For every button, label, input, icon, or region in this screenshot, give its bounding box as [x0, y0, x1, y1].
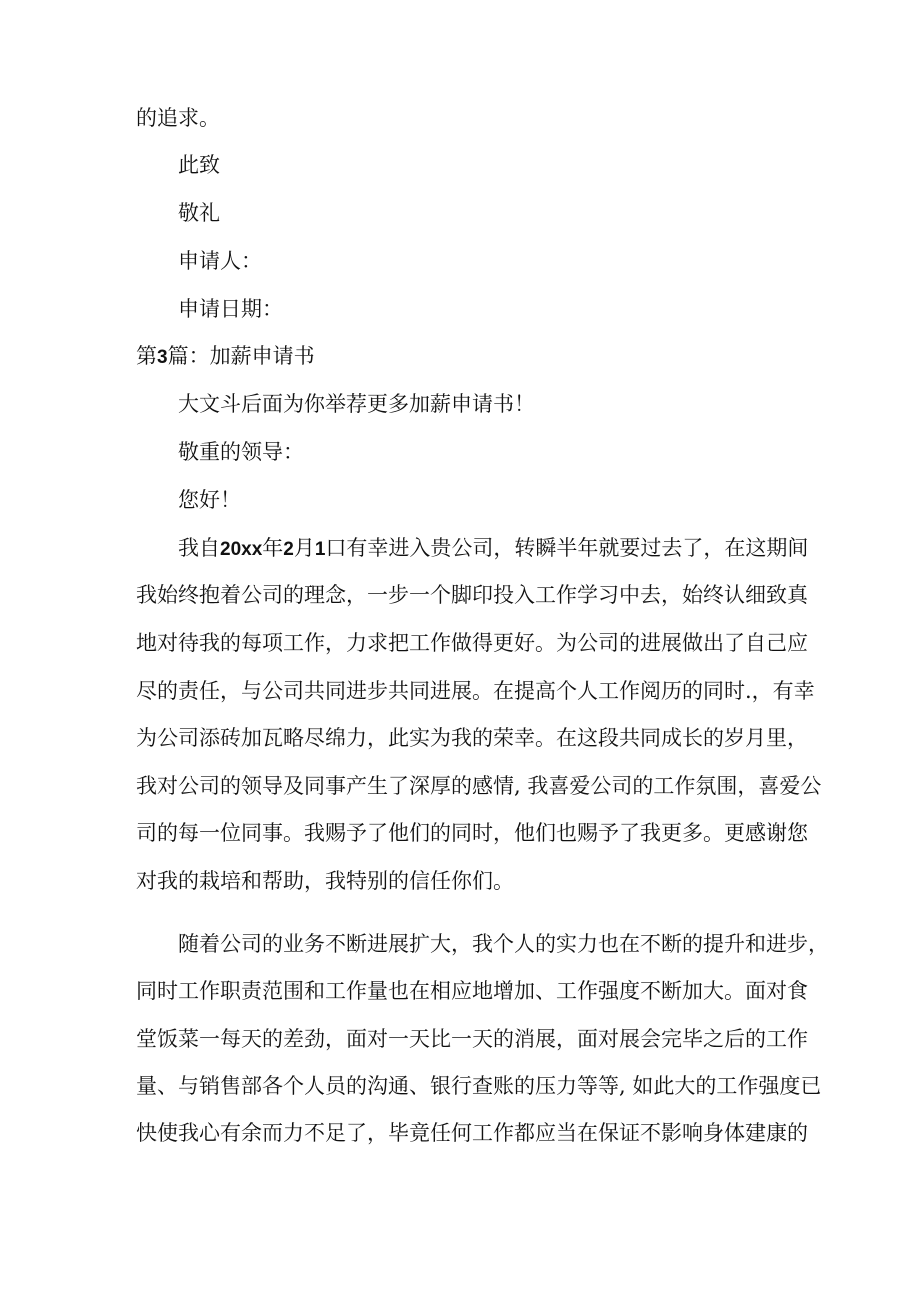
paragraph-2-line: 随着公司的业务不断进展扩大，我个人的实力也在不断的提升和进步， — [178, 932, 829, 956]
greeting: 您好！ — [178, 488, 241, 512]
paragraph-2-line: 快使我心有余而力不足了，毕竟任何工作都应当在保证不影响身体建康的 — [136, 1121, 808, 1145]
paragraph-1-line: 为公司添砖加瓦略尽绵力，此实为我的荣幸。在这段共同成长的岁月里， — [136, 726, 808, 750]
section-title: 篇：加薪申请书 — [167, 344, 315, 368]
intro-line: 大文斗后面为你举荐更多加薪申请书！ — [178, 392, 535, 416]
paragraph-1-line: 司的每一位同事。我赐予了他们的同时，他们也赐予了我更多。更感谢您 — [136, 821, 808, 845]
paragraph-1-line-1 — [178, 533, 808, 565]
continuation-line: 的追求。 — [136, 106, 220, 130]
closing-jingli: 敬礼 — [178, 201, 220, 225]
text-segment: 年 — [262, 536, 284, 560]
closing-cizhi: 此致 — [178, 153, 220, 177]
section-number: 3 — [157, 347, 168, 368]
month-value: 2 — [283, 539, 294, 560]
day-value: 1 — [314, 539, 326, 560]
year-value: 20xx — [220, 539, 263, 560]
paragraph-1-line: 对我的栽培和帮助，我特别的信任你们。 — [136, 869, 514, 893]
salutation: 敬重的领导： — [178, 440, 304, 464]
date-label: 申请日期： — [178, 297, 283, 321]
paragraph-1-line: 我对公司的领导及同事产生了深厚的感情, 我喜爱公司的工作氛围，喜爱公 — [136, 774, 822, 798]
paragraph-2-line: 堂饭菜一每天的差劲，面对一天比一天的消展，面对展会完毕之后的工作 — [136, 1027, 808, 1051]
paragraph-1-line: 我始终抱着公司的理念，一步一个脚印投入工作学习中去，始终认细致真 — [136, 583, 808, 607]
paragraph-1-line: 尽的责任，与公司共同进步共同进展。在提高个人工作阅历的同时.，有幸 — [136, 679, 815, 703]
section-heading — [136, 341, 315, 373]
paragraph-2-line: 量、与销售部各个人员的沟通、银行查账的压力等等, 如此大的工作强度已 — [136, 1074, 822, 1098]
text-segment: 月 — [293, 536, 315, 560]
paragraph-1-line: 地对待我的每项工作，力求把工作做得更好。为公司的进展做出了自己应 — [136, 631, 808, 655]
paragraph-2-line: 同时工作职责范围和工作量也在相应地增加、工作强度不断加大。面对食 — [136, 979, 808, 1003]
section-prefix: 第 — [136, 344, 157, 368]
applicant-label: 申请人： — [178, 249, 262, 273]
text-segment: 口有幸进入贵公司，转瞬半年就要过去了，在这期间 — [325, 536, 809, 560]
text-segment: 我自 — [178, 536, 220, 560]
